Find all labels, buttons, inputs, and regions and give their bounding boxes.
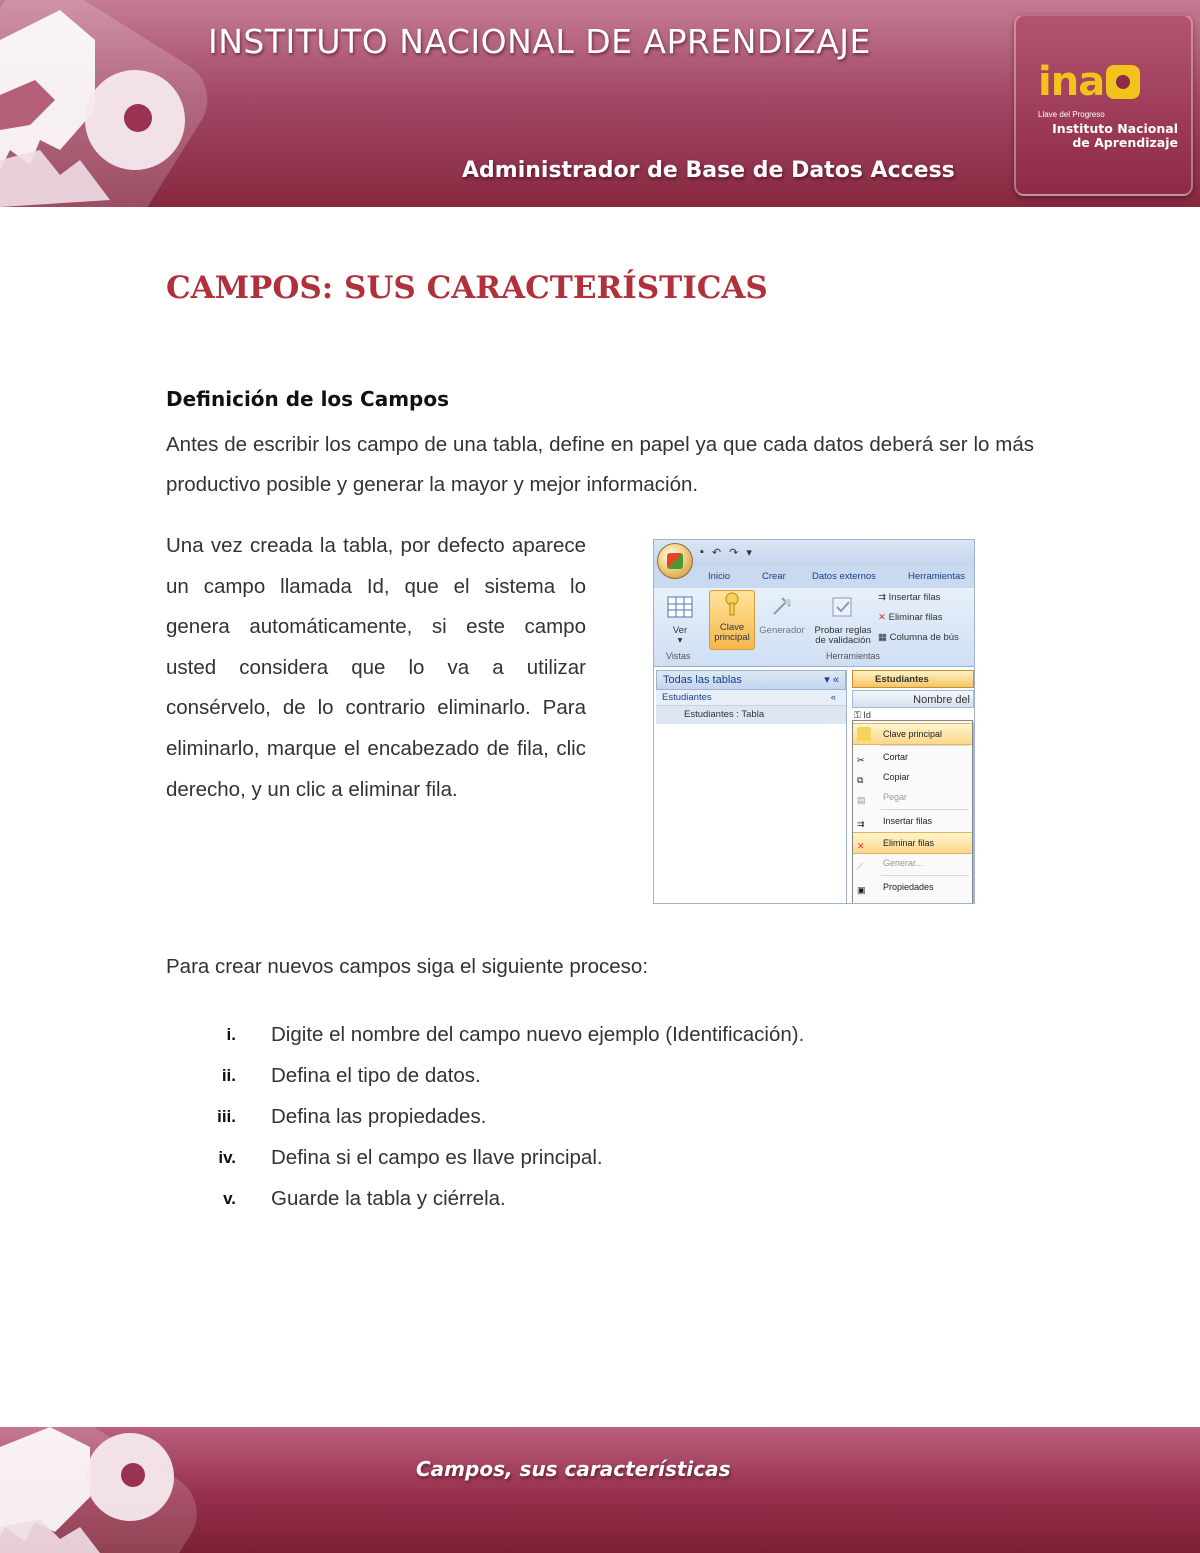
primary-key-icon [718,591,746,617]
tab-datos-externos[interactable]: Datos externos [812,571,876,582]
context-menu [852,720,973,904]
group-label-herramientas: Herramientas [826,651,881,661]
office-button[interactable] [657,543,693,579]
logo-name: Instituto Nacional de Aprendizaje [1052,121,1178,150]
builder-icon: ⟋ [857,861,864,871]
ctx-eliminar-filas[interactable]: ✕ Eliminar filas [853,832,972,854]
nav-group-estudiantes[interactable]: Estudiantes « [656,690,846,706]
key-icon [857,727,871,741]
tab-inicio[interactable]: Inicio [708,571,731,582]
list-item: ii. Defina el tipo de datos. [221,1063,481,1087]
key-icon [0,0,230,207]
ina-logo [1014,14,1193,196]
ctx-cortar[interactable]: ✂ Cortar [857,752,909,765]
document-tab-estudiantes[interactable]: Estudiantes [852,670,974,688]
ctx-clave-principal[interactable]: Clave principal [853,723,972,745]
columna-busqueda-button[interactable]: ▦ Columna de bús [878,632,959,643]
generador-button[interactable]: Generador [758,594,806,636]
paragraph-id-field: Una vez creada la tabla, por defecto aparece un campo llamada Id, que el sistema lo genera automáticamente, si este campo usted considera que lo va a utilizar consérvelo, de lo contrario eliminarlo. Para eliminarlo, marque el encabezado de fila, clic derecho, y un clic a eliminar fila. [166,534,586,801]
ctx-pegar[interactable]: ▤ Pegar [857,792,908,805]
steps-list [166,1014,804,1219]
navigation-pane [656,670,847,903]
ctx-generar[interactable]: ⟋ Generar... [857,858,924,871]
delete-rows-icon: ✕ [857,841,865,851]
institute-title: INSTITUTO NACIONAL DE APRENDIZAJE [208,22,871,61]
key-row-icon: ⚿ [854,710,861,720]
insert-rows-icon: ⇉ [878,592,886,603]
page-title: CAMPOS: SUS CARACTERÍSTICAS [166,270,768,306]
ctx-insertar-filas[interactable]: ⇉ Insertar filas [857,816,933,829]
ver-button[interactable]: Ver ▾ [662,594,698,646]
insertar-filas-button[interactable]: ⇉ Insertar filas [878,592,941,603]
lookup-column-icon: ▦ [878,632,887,643]
ribbon-tabs [654,566,974,589]
quick-access-toolbar [654,540,974,566]
ctx-copiar[interactable]: ⧉ Copiar [857,772,910,785]
eliminar-filas-button[interactable]: ✕ Eliminar filas [878,612,943,623]
cut-icon: ✂ [857,755,865,765]
list-item: iv. Defina si el campo es llave principal. [218,1145,603,1169]
tab-herramientas[interactable]: Herramientas [908,571,966,582]
key-icon [0,1427,220,1553]
validation-icon [829,594,857,620]
access-screenshot [653,539,975,904]
save-icon: ▪ [700,546,704,558]
ribbon [654,588,974,667]
list-item: iii. Defina las propiedades. [217,1104,487,1128]
footer-banner [0,1427,1200,1553]
paragraph-intro: Antes de escribir los campo de una tabla, define en papel ya que cada datos deberá ser lo más productivo posible y generar la mayor y mejor información. [166,433,1034,496]
redo-icon: ↷ [729,547,739,559]
list-item: i. Digite el nombre del campo nuevo ejemplo (Identificación). [226,1022,805,1046]
undo-icon: ↶ [711,547,722,559]
insert-rows-icon: ⇉ [857,819,865,829]
group-label-vistas: Vistas [666,651,691,661]
properties-icon: ▣ [857,885,866,895]
builder-icon [768,594,796,620]
paste-icon: ▤ [857,795,866,805]
delete-rows-icon: ✕ [878,612,886,623]
column-header[interactable]: Nombre del [852,690,974,708]
list-item: v. Guarde la tabla y ciérrela. [223,1186,506,1210]
nav-item-estudiantes-tabla[interactable]: Estudiantes : Tabla [656,706,846,724]
nav-pane-header[interactable]: Todas las tablas ▾ « [656,670,846,690]
probar-reglas-button[interactable]: Probar reglas de validación [812,594,874,646]
view-icon [666,594,694,620]
section-heading: Definición de los Campos [166,387,450,411]
copy-icon: ⧉ [857,775,864,785]
logo-tagline: Llave del Progreso [1038,110,1105,119]
ctx-propiedades[interactable]: ▣ Propiedades [857,882,934,895]
footer-title: Campos, sus características [416,1457,731,1481]
clave-principal-button[interactable]: Clave principal [709,590,755,650]
row-id[interactable]: ⚿ Id [854,710,871,720]
steps-intro: Para crear nuevos campos siga el siguiente proceso: [166,955,649,978]
course-subtitle: Administrador de Base de Datos Access [462,158,955,183]
tab-crear[interactable]: Crear [762,571,786,582]
header-banner [0,0,1200,207]
logo-mark: ina [1038,62,1140,102]
dropdown-icon: ▾ [746,547,752,559]
